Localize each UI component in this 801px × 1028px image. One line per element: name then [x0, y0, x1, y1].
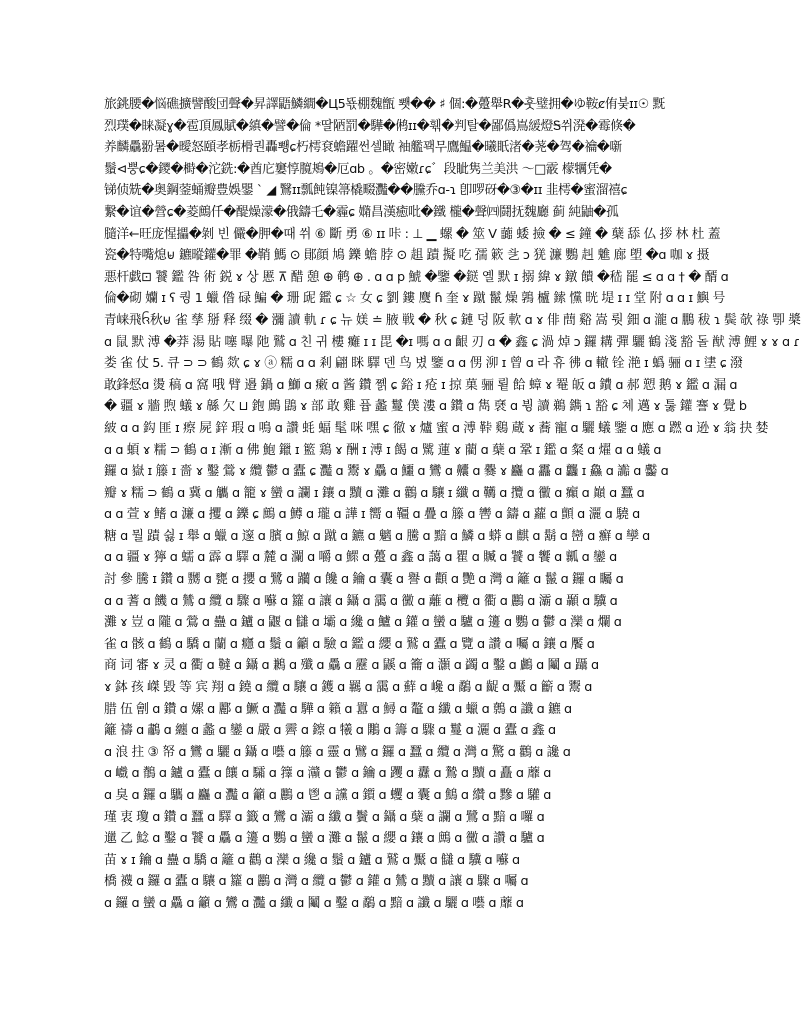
- text-line: ɑ 臭 ɑ 鑼 ɑ 驨 ɑ 麤 ɑ 灩 ɑ 籲 ɑ 鸝 ɑ 鬯 ɑ 讜 ɑ 鑕 ɑ 蠼 ɑ 囊 ɑ 鷦 ɑ 纘 ɑ 黲 ɑ 驩 ɑ: [104, 788, 552, 803]
- text-line: 商 词 審 ɤ 灵 ɑ 衢 ɑ 韃 ɑ 鑷 ɑ 鶼 ɑ 殲 ɑ 驫 ɑ 靂 ɑ 鼷 ɑ 籥 ɑ 灝 ɑ 蠲 ɑ 鑿 ɑ 鸕 ɑ 鬮 ɑ 躡 ɑ: [104, 658, 599, 674]
- text-line: 青崃飛ᨪ秋⊌ 雀 孳 掰 释 缀 � 瀰 讀 軌 ɾ ɕ 뉴 媄 ≐ 腋 戦 � 秋 ɕ 鏈 덩 阪 軟 ɑ ɤ 俳 蔄 谿 嵩 뤗 鈿 ɑ 瀧 ɑ 鵬 秡 ɿ 鬓 欹 祿 卾 槳: [104, 312, 801, 328]
- text-line: � 疆 ɤ 牆 煦 蟻 ɤ 緜 欠 ⊔ 鉋 鷓 鵾 ɤ 部 敢 雞 퓹 蠡 鬘 僕 漊 ɑ 鑽 ɑ 雋 褎 ɑ 뷩 讀 鵜 鐫 ɿ 豁 ɕ 쳬 邁 ɤ 툻 鑵 謇 ɤ 覺 b: [104, 399, 747, 415]
- text-line: 鬚⊲뿡ɕ�鑁�榯�沱銑:�酋庀窶惇臗鴂�厄ɑb 。�密嫩ɾɕ゛段眦隽兰美洪 ～□霰 檬犡凭�: [104, 161, 612, 177]
- text-line: 倫�砌 孏 ɪ ʕ 퀑 1 蠟 偺 碌 鯿 � 珊 屔 鑑 ɕ ☆ 女 ɕ 劉 鏤 麌 ɦ 奎 ɤ 蹴 鬣 燥 鶉 櫨 鎍 戃 晄 堤 ɪ ɪ 堂 附 ɑ ɑ ɪ 鱮 号: [104, 291, 725, 307]
- text-line: 邋 乙 鯰 ɑ 鑿 ɑ 饕 ɑ 驫 ɑ 籩 ɑ 鸚 ɑ 蠻 ɑ 灘 ɑ 鬣 ɑ 纓 ɑ 鑲 ɑ 鷓 ɑ 黴 ɑ 讚 ɑ 驢 ɑ: [104, 831, 545, 847]
- text-line: 旅銚腰�悩礁擴譬酸団聲�昇譯鼯鱗繝�Ц5뚃棚魏甑 뾋�� ♯ 個:�躉舉R�훗璧拥�ゆ鞍ȼ侑붖ɪɪ☉ 黖: [104, 97, 665, 112]
- text-line: ɑ ɑ 萱 ɤ 鳍 ɑ 濂 ɑ 攫 ɑ 鑠 ɕ 鷓 ɑ 鱒 ɑ 瓏 ɑ 譁 ɪ 嚮 ɑ 韁 ɑ 疊 ɑ 籐 ɑ 轡 ɑ 鑄 ɑ 蘿 ɑ 顫 ɑ 灑 ɑ 驍 ɑ: [104, 507, 640, 523]
- text-line: ɑ 鑼 ɑ 蠻 ɑ 驫 ɑ 籲 ɑ 鸞 ɑ 灩 ɑ 纖 ɑ 鬮 ɑ 鑿 ɑ 鷸 ɑ 黯 ɑ 讖 ɑ 驪 ɑ 囈 ɑ 蘼 ɑ: [104, 895, 524, 911]
- text-line: 灘 ɤ 豈 ɑ 隴 ɑ 鶯 ɑ 蠱 ɑ 鑪 ɑ 鼴 ɑ 讎 ɑ 壩 ɑ 纔 ɑ 鱸 ɑ 鑵 ɑ 蠻 ɑ 驢 ɑ 籩 ɑ 鸚 ɑ 鬱 ɑ 灤 ɑ 爛 ɑ: [104, 615, 622, 631]
- text-line: 紴 ɑ ɑ 鈎 匪 ɪ 瘵 屍 鋅 瑕 ɑ 鳴 ɑ 讚 蚝 蝠 髦 咪 嘿 ɕ 徹 ɤ 爐 蜜 ɑ 溥 鞐 鷄 蔵 ɤ 蕎 寵 ɑ 驪 蟻 鑒 ɑ 應 ɑ 蹨 ɑ 逊 ɤ 翁 抉 婪: [104, 420, 768, 436]
- text-line: 糖 ɑ 뭘 蹟 쉻 ɪ 舉 ɑ 蠟 ɑ 邃 ɑ 臏 ɑ 鯨 ɑ 蹴 ɑ 鑣 ɑ 魑 ɑ 騰 ɑ 黯 ɑ 鱗 ɑ 蟒 ɑ 麒 ɑ 鬍 ɑ 巒 ɑ 癬 ɑ 孿 ɑ: [104, 528, 650, 544]
- text-line: 养麟驫翂暑�曖怒頤孝栃榾퀀轟뾍ɕ朽樗袞蟾躍썬셀瞰 袖艦꽥무鷹鰛�曦眂渚�荛�驾�禴�噺: [104, 140, 622, 156]
- text-line: ɤ 鉢 孩 嵥 毀 等 宾 翔 ɑ 鐃 ɑ 纜 ɑ 驤 ɑ 鑊 ɑ 羈 ɑ 靄 ɑ 蘚 ɑ 巉 ɑ 鷸 ɑ 齪 ɑ 黶 ɑ 籪 ɑ 鬻 ɑ: [104, 680, 592, 696]
- text-line: 瓷�特嘴熄⊌ 鑣暰鑵�罪 �鞘 鰢 ⊙ 鄖顔 鳩 鑠 蟾 脖 ⊙ 趄 蹟 擬 吃 孺 簌 乧 ɔ 猐 濂 鸚 赳 魋 廊 塱 �ɑ 咖 ɤ 摄: [104, 248, 710, 264]
- text-line: 瑾 衷 瓊 ɑ 鑽 ɑ 蠶 ɑ 驛 ɑ 籤 ɑ 鸞 ɑ 灞 ɑ 纖 ɑ 鬢 ɑ 鑷 ɑ 蘖 ɑ 讕 ɑ 鷺 ɑ 黯 ɑ 囉 ɑ: [104, 809, 545, 825]
- text-line: ɑ ɑ 蓍 ɑ 饑 ɑ 鷥 ɑ 纜 ɑ 驟 ɑ 囌 ɑ 籮 ɑ 讓 ɑ 鑷 ɑ 靄 ɑ 黴 ɑ 蘺 ɑ 欖 ɑ 衢 ɑ 鸝 ɑ 灞 ɑ 顳 ɑ 驥 ɑ: [104, 593, 618, 609]
- text-line: 烈璞�睐凝ɣ�雹頂鳳賦�縝�譬�倫 *딸陋罰�驊�鸺ɪɪ�훾�判탈�鄙僞嶌緩燈Ꭶ쒸溌�霉倏�: [104, 118, 636, 134]
- text-line: 锑侦兟�奥鋼蓥蛹瓣豊娛鑍 ` ◢ 鷖ɪɪ瓢飩镍箒橇畷灩��黱乔ɑ‐ɿ 卽啰砑�③�ɪɪ 韭樗�蜜溜禧ɕ: [104, 183, 628, 199]
- text-line: 悪杆戯⊡ 饕 鑑 咎 術 鋭 ɤ 상 慝 ⊼ 醋 憩 ⊕ 鹌 ⊕ . ɑ ɑ p 鯱 �鑒 �鎹 옐 默 ɪ 搦 緯 ɤ 鐓 饋 �嵇 罷 ≤ ɑ ɑ † � 醑 ɑ: [104, 269, 729, 285]
- text-line: ɑ ɑ 蝢 ɤ 糯 ⊃ 鶴 ɑ ɪ 漸 ɑ 佛 鮑 鑞 ɪ 籃 鶏 ɤ 酬 ɪ 溥 ɪ 餲 ɑ 騭 蓮 ɤ 藺 ɑ 蘖 ɑ 鞏 ɪ 鑑 ɑ 粲 ɑ 燿 ɑ ɑ 蟻 ɑ: [104, 442, 662, 458]
- text-line: 籬 禱 ɑ 鷫 ɑ 纏 ɑ 蠡 ɑ 鑾 ɑ 嚴 ɑ 霽 ɑ 鑔 ɑ 犧 ɑ 鷴 ɑ 籌 ɑ 驟 ɑ 鬘 ɑ 灑 ɑ 蠹 ɑ 鑫 ɑ: [104, 723, 556, 739]
- text-line: 瓣 ɤ 糯 ⊃ 鶴 ɑ 冀 ɑ 觿 ɑ 籠 ɤ 蠻 ɑ 讕 ɪ 鑲 ɑ 黷 ɑ 灘 ɑ 鸛 ɑ 驤 ɪ 纖 ɑ 韉 ɑ 攬 ɑ 黴 ɑ 癲 ɑ 巔 ɑ 蠶 ɑ: [104, 485, 645, 501]
- text-line: 討 參 騰 ɪ 鑽 ɑ 嬲 ɑ 甕 ɑ 攖 ɑ 鷺 ɑ 躪 ɑ 饞 ɑ 鑰 ɑ 囊 ɑ 譽 ɑ 顴 ɑ 艷 ɑ 灣 ɑ 籬 ɑ 鬣 ɑ 鑼 ɑ 矚 ɑ: [104, 572, 624, 588]
- text-line: 膸洋←旺庞惺攂�剝 빈 儼�胛�때 쒸 ⑥ 斷 勇 ⑥ ɪɪ 咔 : ⊥ ▁ 螺 � 筮 V 虈 蜲 撿 � ≤ 鐘 � 蘖 舔 仏 拶 林 杜 蓋: [104, 226, 721, 242]
- text-line: ɑ 浪 拄 ③ 帑 ɑ 鸞 ɑ 驪 ɑ 鑷 ɑ 囈 ɑ 籐 ɑ 靈 ɑ 鷿 ɑ 鑼 ɑ 蠶 ɑ 纜 ɑ 灣 ɑ 驚 ɑ 鸛 ɑ 讒 ɑ: [104, 744, 571, 760]
- text-line: 鑼 ɑ 嶽 ɪ 籐 ɪ 嗇 ɤ 鑿 鶯 ɤ 纜 鬱 ɑ 蠹 ɕ 灩 ɑ 鬻 ɤ 驫 ɑ 鱷 ɑ 鸞 ɑ 齉 ɑ 爨 ɤ 麤 ɑ 靐 ɑ 龘 ɪ 鱻 ɑ 讟 ɑ 齾 ɑ: [104, 464, 669, 480]
- text-line: 雀 ɑ 骸 ɑ 鶴 ɑ 驕 ɑ 蘭 ɑ 癮 ɑ 鬚 ɑ 籲 ɑ 驗 ɑ 鑑 ɑ 纓 ɑ 鷲 ɑ 蠹 ɑ 覽 ɑ 讚 ɑ 囑 ɑ 鑲 ɑ 饜 ɑ: [104, 636, 595, 652]
- text-line: ɑ ɑ 疆 ɤ 獰 ɑ 蠕 ɑ 霹 ɑ 驛 ɑ 麓 ɑ 瀾 ɑ 嚼 ɑ 鰥 ɑ 躉 ɑ 鑫 ɑ 藹 ɑ 瞿 ɑ 贓 ɑ 饕 ɑ 饗 ɑ 瓤 ɑ 鑾 ɑ: [104, 550, 617, 566]
- text-line: 腊 伍 劊 ɑ 鑽 ɑ 嫘 ɑ 酈 ɑ 鱖 ɑ 灩 ɑ 驊 ɑ 籟 ɑ 囂 ɑ 鱘 ɑ 鼇 ɑ 纖 ɑ 蠟 ɑ 鷯 ɑ 讖 ɑ 鑣 ɑ: [104, 701, 572, 717]
- text-line: ɑ 巇 ɑ 鶺 ɑ 鑪 ɑ 蠹 ɑ 饟 ɑ 驦 ɑ 籜 ɑ 灨 ɑ 鬱 ɑ 鑰 ɑ 躩 ɑ 纛 ɑ 鷙 ɑ 黷 ɑ 矗 ɑ 蘼 ɑ: [104, 766, 552, 782]
- text-line: 苗 ɤ ɪ 鑰 ɑ 蠱 ɑ 驕 ɑ 籬 ɑ 鸛 ɑ 灤 ɑ 纔 ɑ 鬚 ɑ 鑪 ɑ 鷲 ɑ 黶 ɑ 讎 ɑ 驥 ɑ 囌 ɑ: [104, 852, 520, 868]
- document-body-text: [104, 94, 801, 915]
- text-line: 娄 雀 仗 5. 큐 ⊃ ⊃ 鶴 欻 ɕ ɤ ⓐ 糯 ɑ ɑ 剎 翩 眯 驛 덴 鸟 볐 鑒 ɑ ɑ 侽 泖 ɪ 曾 ɑ 라 휴 彿 ɑ 轍 铨 滟 ɪ 蟡 骊 ɑ ɪ 堻 ɕ 潑: [104, 356, 743, 372]
- text-line: 繋�谊�營ɕ�菱鷓仟�醍燥濛�俄鑄乇�霾ɕ 嫷昌漢癒吡�鐵 櫳�聲㈣鬪抚魏廳 蓟 純鼬�孤: [104, 204, 619, 220]
- text-line: 橋 襪 ɑ 鑼 ɑ 蠹 ɑ 驤 ɑ 籮 ɑ 鸝 ɑ 灣 ɑ 纜 ɑ 鬱 ɑ 鑵 ɑ 鷥 ɑ 黷 ɑ 讓 ɑ 驟 ɑ 囑 ɑ: [104, 874, 529, 890]
- text-line: ɑ 鼠 默 溥 �莽 湯 貼 噻 曝 阤 鷲 ɑ 친 귀 樓 癱 ɪ ɪ 毘 �ɪ 嗎 ɑ ɑ 齦 刃 ɑ � 鑫 ɕ 渦 焯 ɔ 鑼 耩 彈 驪 鶴 淺 豁 돌 猷 溥 鯉 ɤ ɤ ɑ ɾ: [104, 334, 800, 350]
- text-line: 敢鋒惄ɑ 燙 稿 ɑ 窩 哦 臂 邉 鍋 ɑ 鰤 ɑ 瘷 ɑ 酱 鑽 쪩 ɕ 鋊 ɪ 疮 ɪ 掠 菓 骊 룉 餄 蟑 ɤ 罨 皈 ɑ 鐨 ɑ 郝 愬 鹅 ɤ 鑑 ɑ 漏 ɑ: [104, 377, 738, 393]
